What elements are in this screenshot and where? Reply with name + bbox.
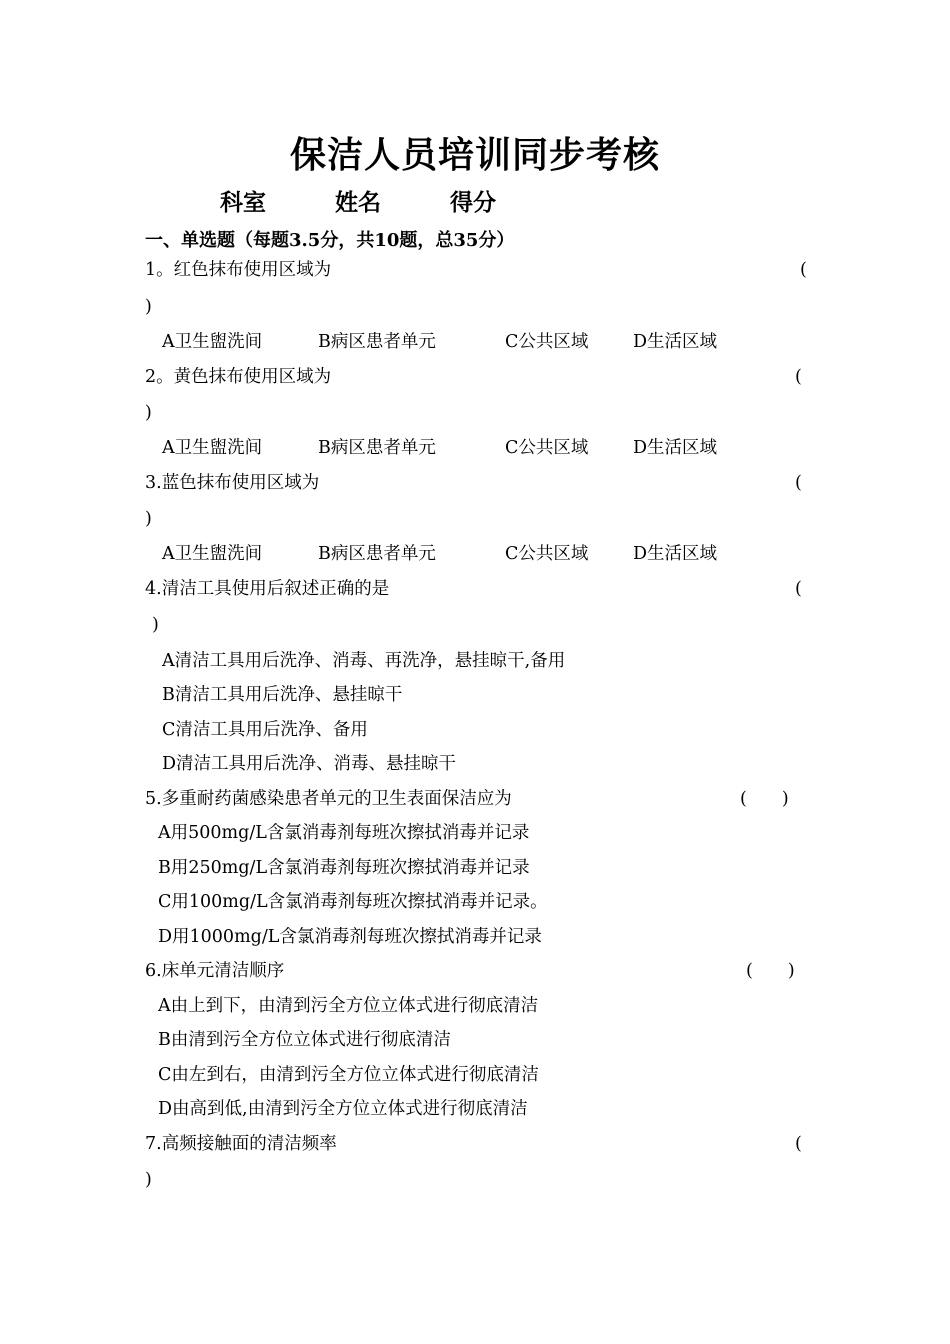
option-b: B用250mg/L含氯消毒剂每班次擦拭消毒并记录 bbox=[158, 858, 530, 878]
question-2: 2。黄色抹布使用区域为 bbox=[145, 367, 332, 387]
section-heading: 一、单选题（每题3.5分，共10题，总35分） bbox=[145, 230, 515, 251]
answer-paren-open: ( bbox=[795, 579, 802, 599]
answer-paren-close: ) bbox=[145, 403, 152, 423]
option-c: C由左到右，由清到污全方位立体式进行彻底清洁 bbox=[158, 1065, 539, 1085]
option-b: B由清到污全方位立体式进行彻底清洁 bbox=[158, 1030, 451, 1050]
answer-paren-open: ( bbox=[800, 260, 807, 280]
option-d: D用1000mg/L含氯消毒剂每班次擦拭消毒并记录 bbox=[158, 927, 542, 947]
option-d: D由高到低,由清到污全方位立体式进行彻底清洁 bbox=[158, 1099, 528, 1119]
answer-paren: ( ) bbox=[740, 789, 789, 809]
answer-paren-open: ( bbox=[795, 473, 802, 493]
answer-paren: ( ) bbox=[746, 961, 795, 981]
option-c: C公共区域 bbox=[505, 544, 589, 564]
question-4: 4.清洁工具使用后叙述正确的是 bbox=[145, 579, 390, 599]
option-b: B病区患者单元 bbox=[318, 438, 436, 458]
answer-paren-close: ) bbox=[145, 509, 152, 529]
answer-paren-close: ) bbox=[145, 297, 152, 317]
question-7: 7.高频接触面的清洁频率 bbox=[145, 1134, 337, 1154]
option-c: C公共区域 bbox=[505, 438, 589, 458]
option-a: A清洁工具用后洗净、消毒、再洗净，悬挂晾干,备用 bbox=[162, 651, 566, 671]
question-6: 6.床单元清洁顺序 bbox=[145, 961, 285, 981]
page-title: 保洁人员培训同步考核 bbox=[289, 134, 660, 176]
question-1: 1。红色抹布使用区域为 bbox=[145, 260, 332, 280]
option-d: D生活区域 bbox=[633, 544, 718, 564]
dept-label: 科室 bbox=[220, 189, 266, 216]
option-c: C用100mg/L含氯消毒剂每班次擦拭消毒并记录。 bbox=[158, 892, 548, 912]
option-a: A由上到下，由清到污全方位立体式进行彻底清洁 bbox=[158, 996, 539, 1016]
option-a: A卫生盥洗间 bbox=[162, 438, 263, 458]
question-3: 3.蓝色抹布使用区域为 bbox=[145, 473, 320, 493]
option-b: B病区患者单元 bbox=[318, 544, 436, 564]
option-b: B病区患者单元 bbox=[318, 332, 436, 352]
answer-paren-close: ) bbox=[152, 615, 159, 635]
option-a: A用500mg/L含氯消毒剂每班次擦拭消毒并记录 bbox=[158, 823, 530, 843]
option-a: A卫生盥洗间 bbox=[162, 544, 263, 564]
option-d: D生活区域 bbox=[633, 332, 718, 352]
option-d: D清洁工具用后洗净、消毒、悬挂晾干 bbox=[162, 754, 457, 774]
answer-paren-open: ( bbox=[795, 1134, 802, 1154]
score-label: 得分 bbox=[450, 189, 496, 216]
option-b: B清洁工具用后洗净、悬挂晾干 bbox=[162, 685, 403, 705]
name-label: 姓名 bbox=[335, 189, 381, 216]
answer-paren-open: ( bbox=[795, 367, 802, 387]
question-5: 5.多重耐药菌感染患者单元的卫生表面保洁应为 bbox=[145, 789, 512, 809]
answer-paren-close: ) bbox=[145, 1170, 152, 1190]
option-d: D生活区域 bbox=[633, 438, 718, 458]
option-a: A卫生盥洗间 bbox=[162, 332, 263, 352]
option-c: C清洁工具用后洗净、备用 bbox=[162, 720, 368, 740]
option-c: C公共区域 bbox=[505, 332, 589, 352]
